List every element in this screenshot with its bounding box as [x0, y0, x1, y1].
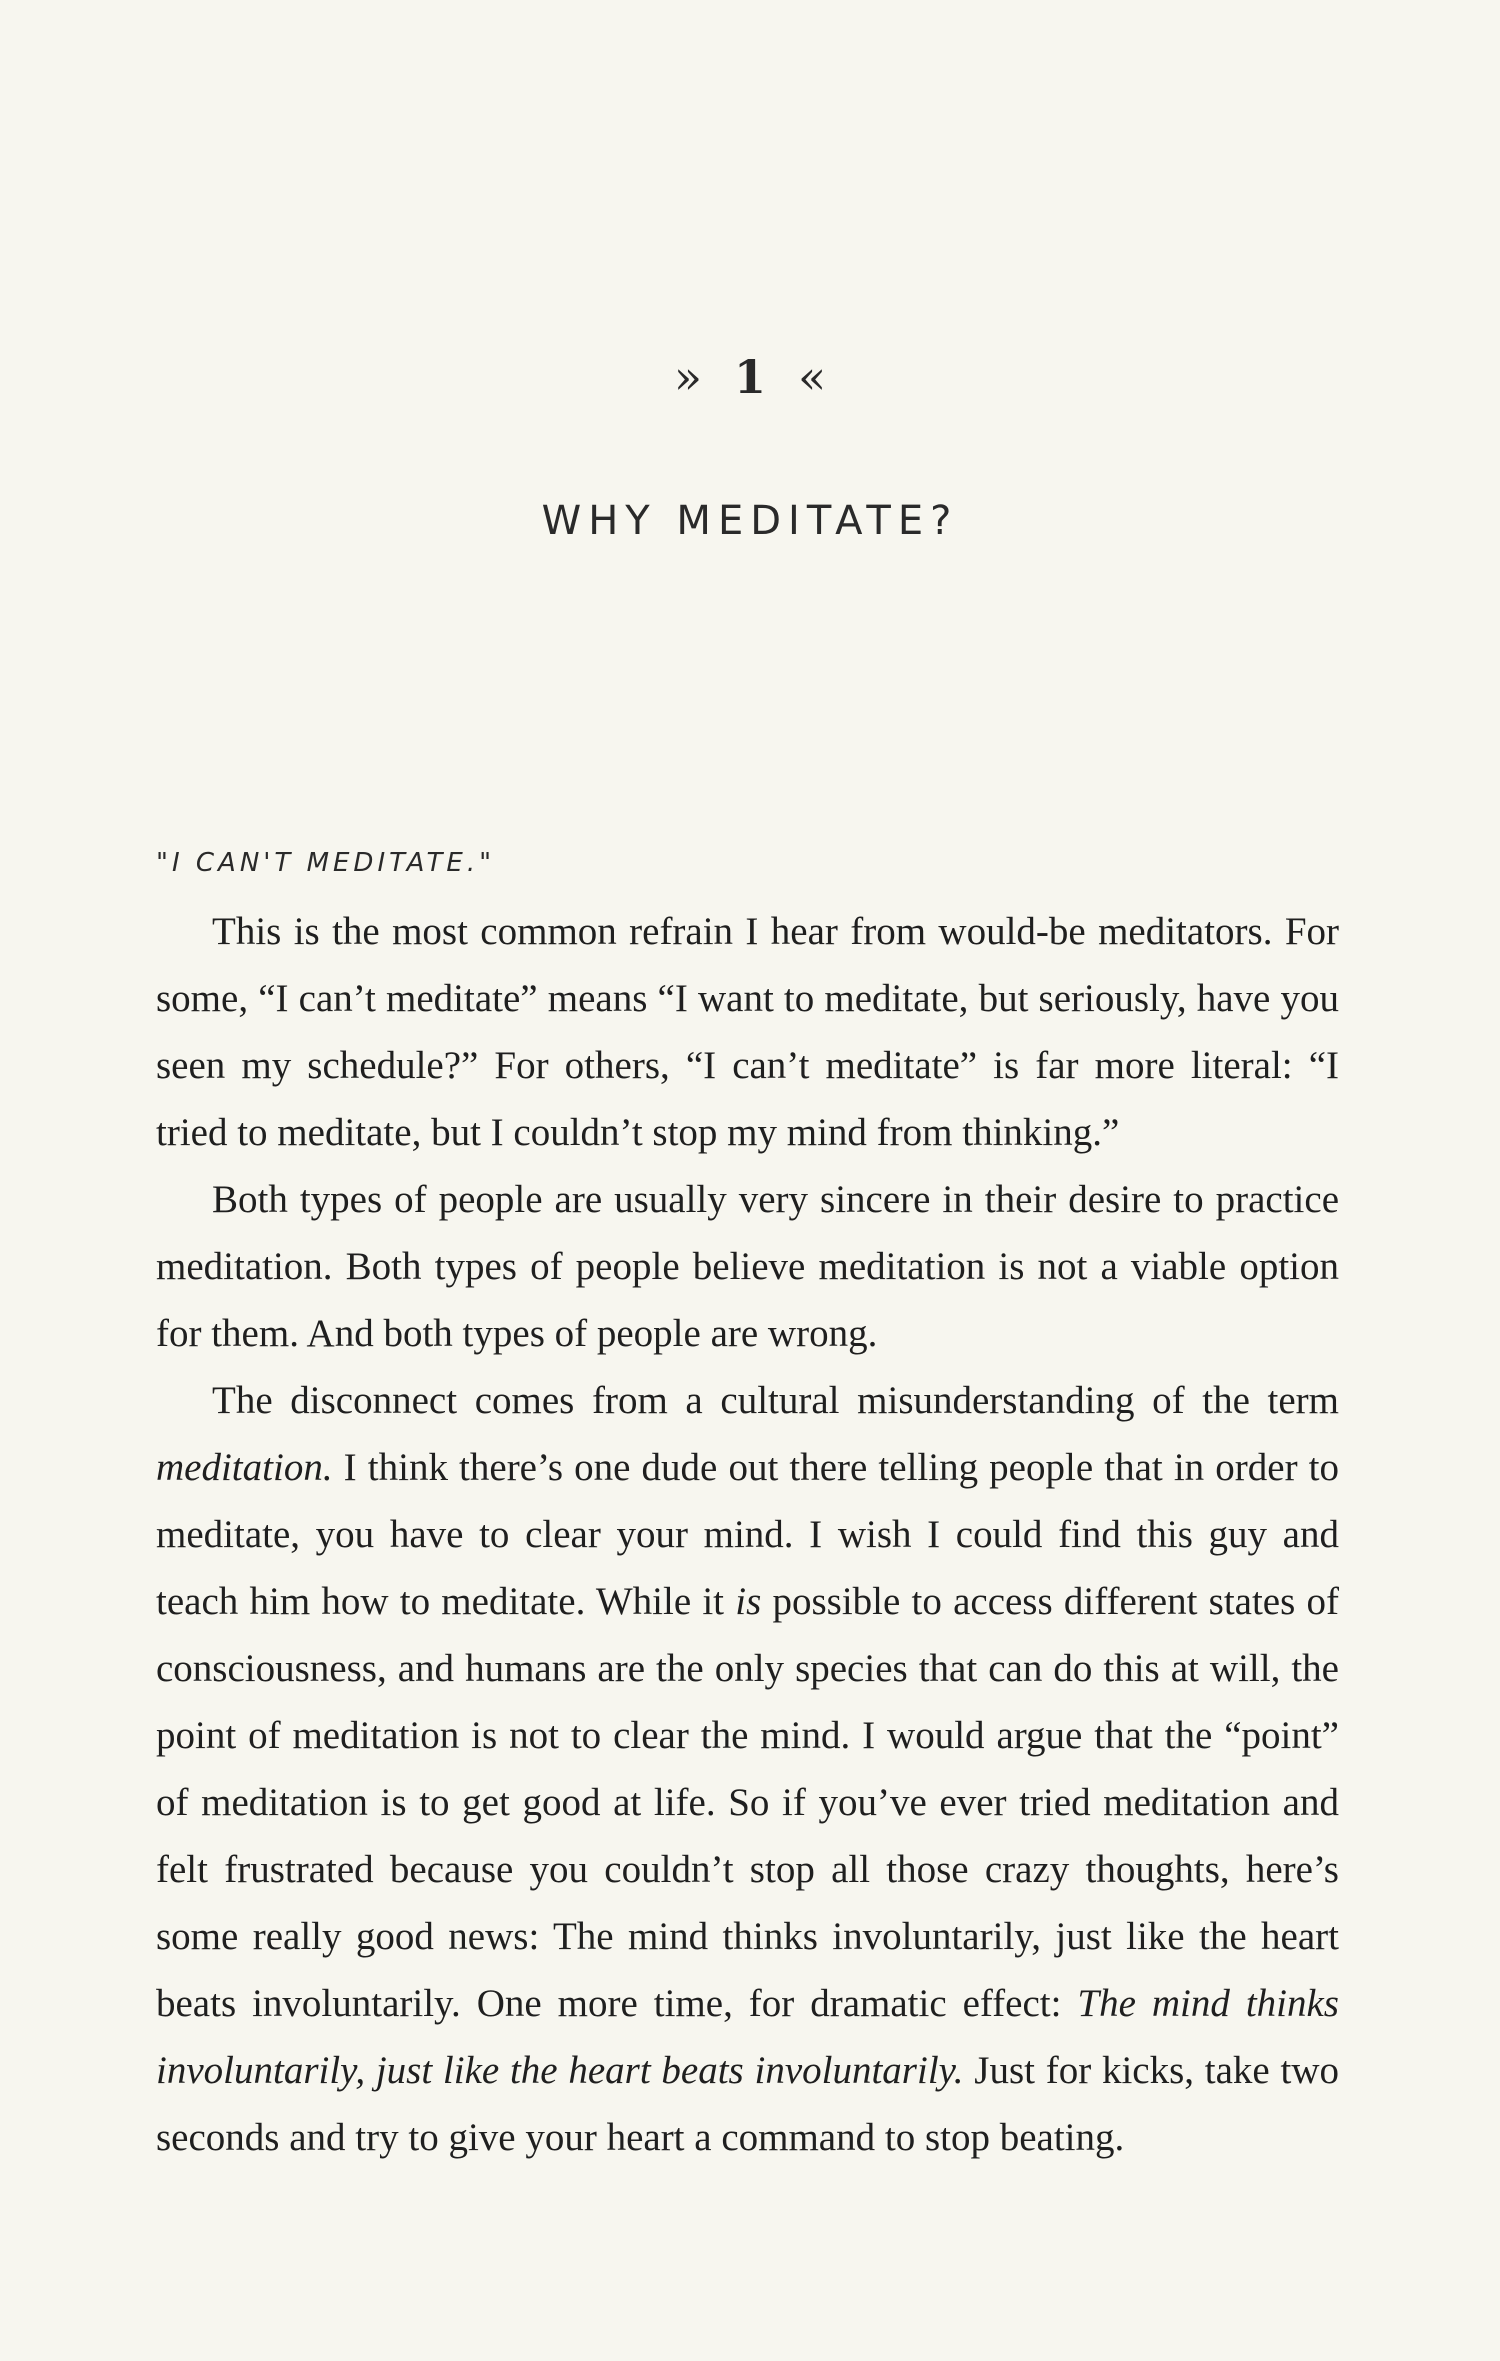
chapter-left-ornament: » [673, 350, 702, 404]
emphasis-meditation: meditation. [156, 1446, 333, 1489]
paragraph-1: This is the most common refrain I hear from would-be meditators. For some, “I can’t meditate” means “I want to meditate, but seriously, have you seen my schedule?” For others, “I can’t meditate” is far more literal: “I tried to meditate, but I couldn’t stop my mind from thinking.” [156, 910, 1339, 1154]
paragraph-3-text: The disconnect comes from a cultural misunderstanding of the term [212, 1379, 1339, 1422]
chapter-title: WHY MEDITATE? [541, 498, 959, 544]
paragraph-3-text: Just for kicks, take two seconds and try to give your heart a command to stop beating. [156, 2049, 1339, 2159]
chapter-right-ornament: « [798, 350, 827, 404]
paragraph-3-text: possible to access different states of consciousness, and humans are the only species that can do this at will, the point of meditation is not to clear the mind. I would argue that the “point” of meditation is to get good at life. So if you’ve ever tried meditation and felt frustrated because you couldn’t stop all those crazy thoughts, here’s some really good news: The mind thinks involuntarily, just like the heart beats involuntarily. One more time, for dramatic effect: [156, 1580, 1339, 2025]
paragraph-2: Both types of people are usually very sincere in their desire to practice meditation. Both types of people believe meditation is not a viable option for them. And both types of people are wrong. [156, 1178, 1339, 1355]
chapter-number: 1 [733, 350, 766, 404]
emphasis-dramatic-repeat: The mind thinks involuntarily, just like the heart beats involuntarily. [156, 1982, 1339, 2092]
paragraph-3 [156, 1367, 1339, 2171]
body-text [156, 898, 1339, 2171]
emphasis-is: is [735, 1580, 762, 1623]
section-heading: "I CAN'T MEDITATE." [156, 848, 496, 878]
paragraph-3-text: I think there’s one dude out there telling people that in order to meditate, you have to clear your mind. I wish I could find this guy and teach him how to meditate. While it [156, 1446, 1339, 1623]
chapter-number-marker [0, 350, 1500, 404]
